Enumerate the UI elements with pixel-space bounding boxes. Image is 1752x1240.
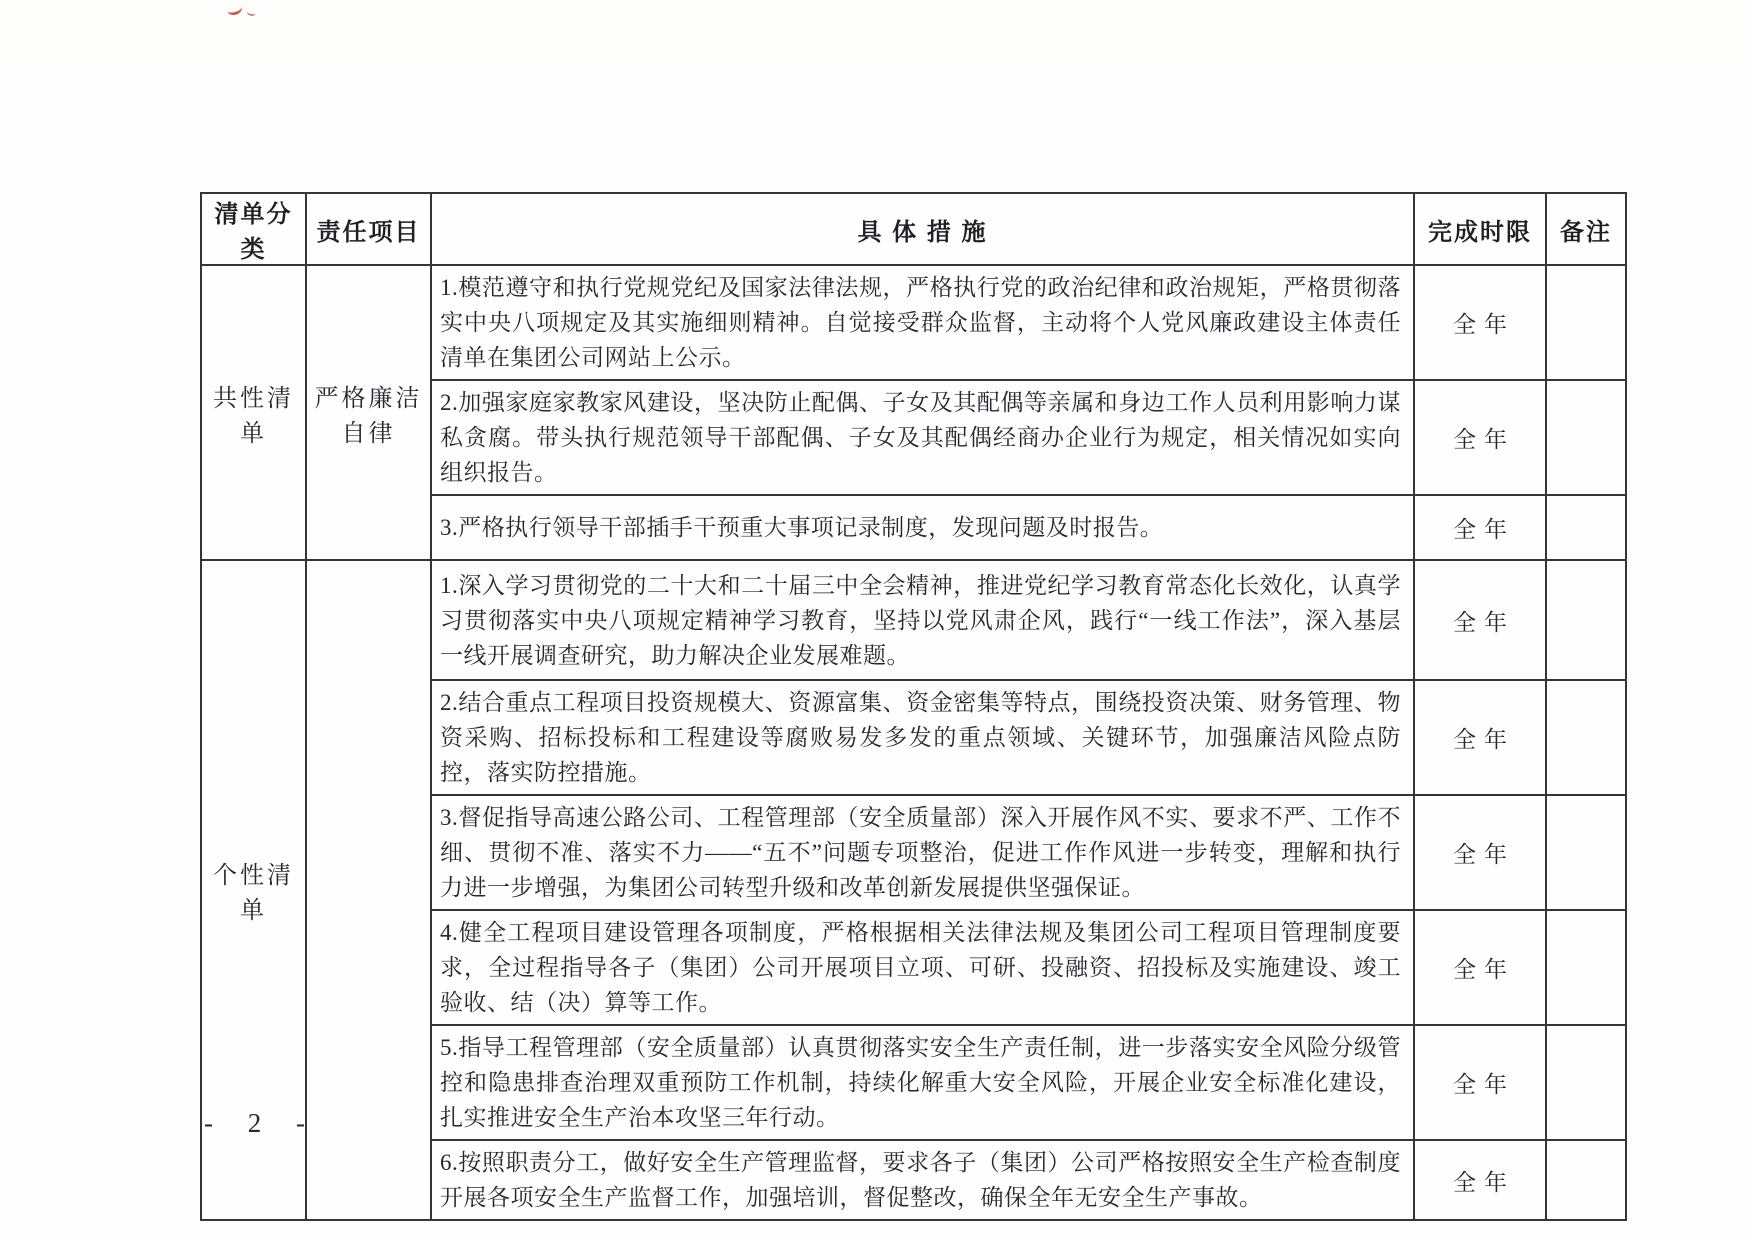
deadline-cell: 全年 bbox=[1414, 795, 1546, 910]
measure-cell: 1.模范遵守和执行党规党纪及国家法律法规，严格执行党的政治纪律和政治规矩，严格贯彻落实中央八项规定及其实施细则精神。自觉接受群众监督，主动将个人党风廉政建设主体责任清单在集团公司网站上公示。 bbox=[431, 265, 1414, 380]
remark-cell bbox=[1546, 560, 1626, 680]
remark-cell bbox=[1546, 380, 1626, 495]
deadline-cell: 全年 bbox=[1414, 680, 1546, 795]
header-measures: 具 体 措 施 bbox=[431, 193, 1414, 265]
project-cell-integrity: 严格廉洁自律 bbox=[306, 265, 431, 560]
deadline-cell: 全年 bbox=[1414, 1025, 1546, 1140]
deadline-cell: 全年 bbox=[1414, 265, 1546, 380]
table-header-row bbox=[201, 193, 1626, 265]
deadline-cell: 全年 bbox=[1414, 495, 1546, 560]
measure-cell: 2.加强家庭家教家风建设，坚决防止配偶、子女及其配偶等亲属和身边工作人员利用影响力谋私贪腐。带头执行规范领导干部配偶、子女及其配偶经商办企业行为规定，相关情况如实向组织报告。 bbox=[431, 380, 1414, 495]
measure-cell: 2.结合重点工程项目投资规模大、资源富集、资金密集等特点，围绕投资决策、财务管理、物资采购、招标投标和工程建设等腐败易发多发的重点领域、关键环节，加强廉洁风险点防控，落实防控措施。 bbox=[431, 680, 1414, 795]
category-cell-individual: 个性清单 bbox=[201, 560, 306, 1220]
header-project: 责任项目 bbox=[306, 193, 431, 265]
header-remarks: 备注 bbox=[1546, 193, 1626, 265]
remark-cell bbox=[1546, 910, 1626, 1025]
table-row bbox=[201, 560, 1626, 680]
responsibility-list-table bbox=[200, 192, 1627, 1221]
table-row bbox=[201, 265, 1626, 380]
measure-cell: 1.深入学习贯彻党的二十大和二十届三中全会精神，推进党纪学习教育常态化长效化，认真学习贯彻落实中央八项规定精神学习教育，坚持以党风肃企风，践行“一线工作法”，深入基层一线开展调查研究，助力解决企业发展难题。 bbox=[431, 560, 1414, 680]
header-category: 清单分类 bbox=[201, 193, 306, 265]
remark-cell bbox=[1546, 680, 1626, 795]
page-number: - 2 - bbox=[204, 1108, 319, 1138]
measure-cell: 3.严格执行领导干部插手干预重大事项记录制度，发现问题及时报告。 bbox=[431, 495, 1414, 560]
measure-cell: 3.督促指导高速公路公司、工程管理部（安全质量部）深入开展作风不实、要求不严、工作不细、贯彻不准、落实不力——“五不”问题专项整治，促进工作作风进一步转变，理解和执行力进一步增强，为集团公司转型升级和改革创新发展提供坚强保证。 bbox=[431, 795, 1414, 910]
header-deadline: 完成时限 bbox=[1414, 193, 1546, 265]
red-scan-artifact bbox=[226, 1, 244, 17]
remark-cell bbox=[1546, 795, 1626, 910]
remark-cell bbox=[1546, 495, 1626, 560]
measure-cell: 4.健全工程项目建设管理各项制度，严格根据相关法律法规及集团公司工程项目管理制度要求，全过程指导各子（集团）公司开展项目立项、可研、投融资、招投标及实施建设、竣工验收、结（决）算等工作。 bbox=[431, 910, 1414, 1025]
deadline-cell: 全年 bbox=[1414, 1140, 1546, 1220]
remark-cell bbox=[1546, 1025, 1626, 1140]
measure-cell: 6.按照职责分工，做好安全生产管理监督，要求各子（集团）公司严格按照安全生产检查制度开展各项安全生产监督工作，加强培训，督促整改，确保全年无安全生产事故。 bbox=[431, 1140, 1414, 1220]
category-cell-common: 共性清单 bbox=[201, 265, 306, 560]
measure-cell: 5.指导工程管理部（安全质量部）认真贯彻落实安全生产责任制，进一步落实安全风险分级管控和隐患排查治理双重预防工作机制，持续化解重大安全风险，开展企业安全标准化建设，扎实推进安全生产治本攻坚三年行动。 bbox=[431, 1025, 1414, 1140]
remark-cell bbox=[1546, 265, 1626, 380]
project-cell-empty bbox=[306, 560, 431, 1220]
deadline-cell: 全年 bbox=[1414, 380, 1546, 495]
deadline-cell: 全年 bbox=[1414, 910, 1546, 1025]
remark-cell bbox=[1546, 1140, 1626, 1220]
deadline-cell: 全年 bbox=[1414, 560, 1546, 680]
red-scan-artifact bbox=[246, 7, 256, 16]
